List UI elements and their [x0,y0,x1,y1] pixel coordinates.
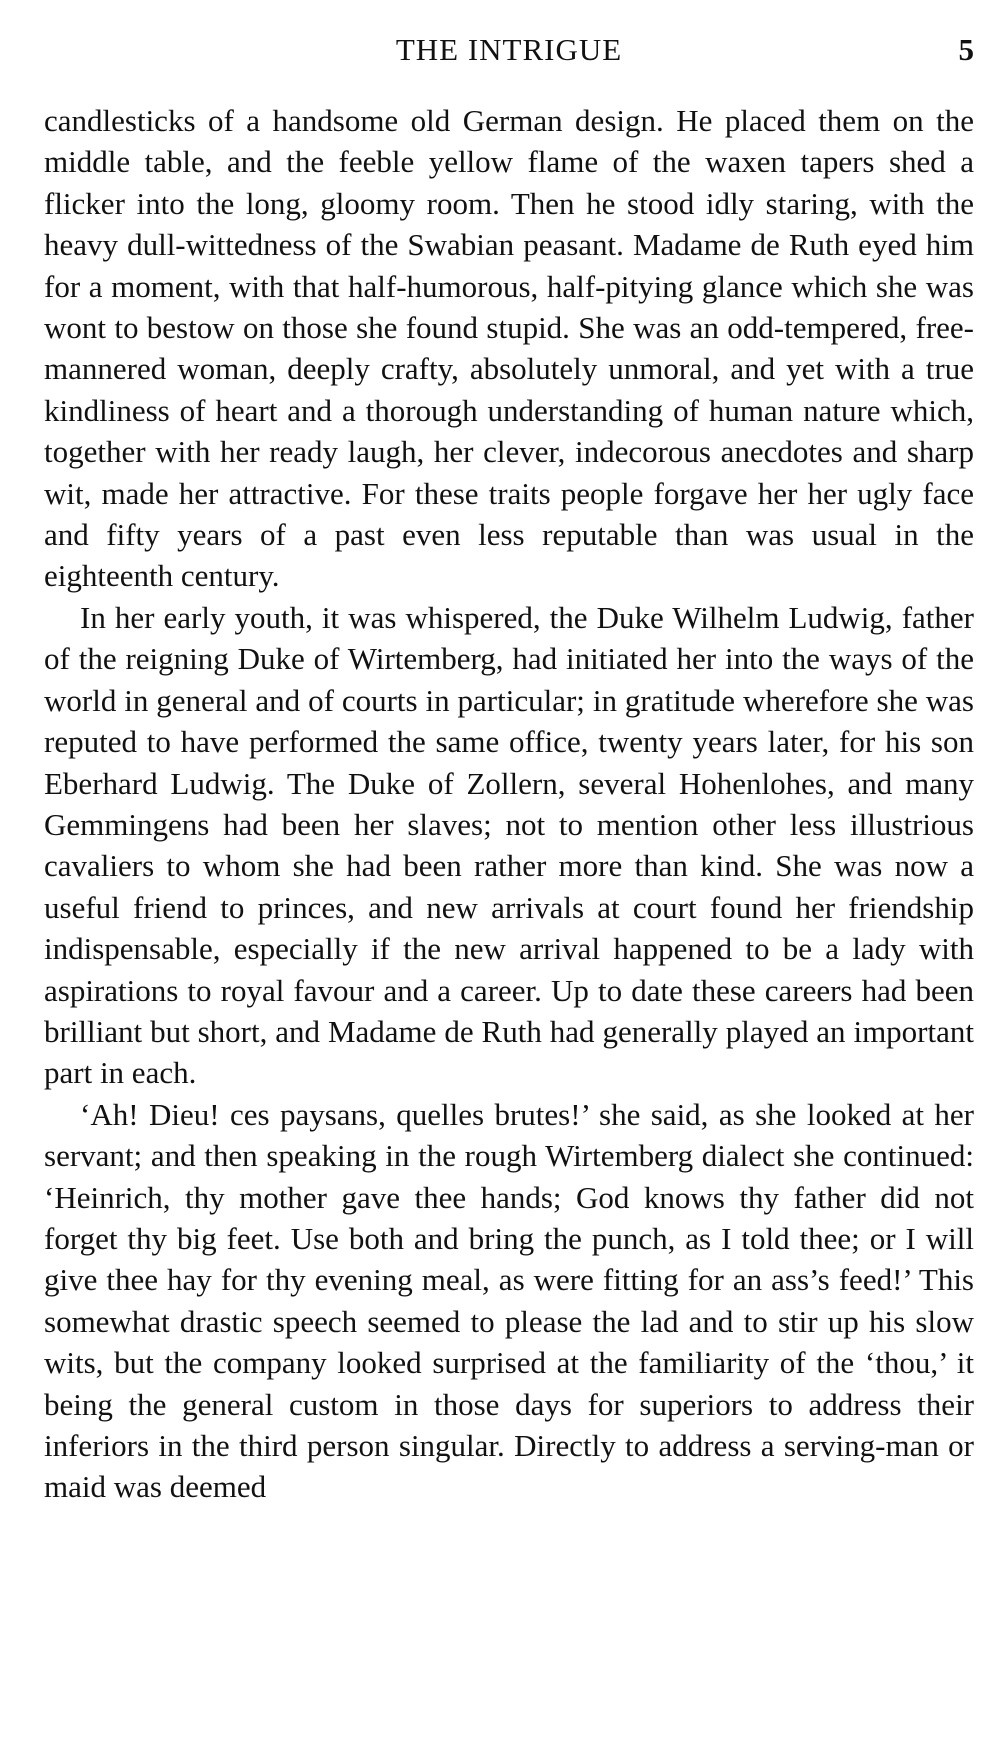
paragraph: candlesticks of a handsome old German design. He placed them on the middle table, and the feeble yellow flame of the waxen tapers shed a flicker into the long, gloomy room. Then he stood idly staring, with the heavy dull-wittedness of the Swabian peasant. Madame de Ruth eyed him for a moment, with that half-humorous, half-pitying glance which she was wont to bestow on those she found stupid. She was an odd-tempered, free-mannered woman, deeply crafty, absolutely unmoral, and yet with a true kindliness of heart and a thorough understanding of human nature which, together with her ready laugh, her clever, indecorous anecdotes and sharp wit, made her attractive. For these traits people forgave her her ugly face and fifty years of a past even less reputable than was usual in the eighteenth century. [44,103,974,594]
running-head [44,30,974,70]
body-text [44,100,974,1508]
chapter-title: THE INTRIGUE [395,32,623,67]
paragraph: In her early youth, it was whispered, the Duke Wilhelm Ludwig, father of the reigning Duke of Wirtemberg, had initiated her into the ways of the world in general and of courts in particular; in gratitude wherefore she was reputed to have performed the same office, twenty years later, for his son Eberhard Ludwig. The Duke of Zollern, several Hohenlohes, and many Gemmingens had been her slaves; not to mention other less illustrious cavaliers to whom she had been rather more than kind. She was now a useful friend to princes, and new arrivals at court found her friendship indispensable, especially if the new arrival happened to be a lady with aspirations to royal favour and a career. Up to date these careers had been brilliant but short, and Madame de Ruth had generally played an important part in each. [44,599,974,1091]
paragraph: ‘Ah! Dieu! ces paysans, quelles brutes!’ she said, as she looked at her servant; and then speaking in the rough Wirtemberg dialect she continued: ‘Heinrich, thy mother gave thee hands; God knows thy father did not forget thy big feet. Use both and bring the punch, as I told thee; or I will give thee hay for thy evening meal, as were fitting for an ass’s feed!’ This somewhat drastic speech seemed to please the lad and to stir up his slow wits, but the company looked surprised at the familiarity of the ‘thou,’ it being the general custom in those days for superiors to address their inferiors in the third person singular. Directly to address a serving-man or maid was deemed [44,1096,974,1505]
page-number: 5 [958,32,974,67]
